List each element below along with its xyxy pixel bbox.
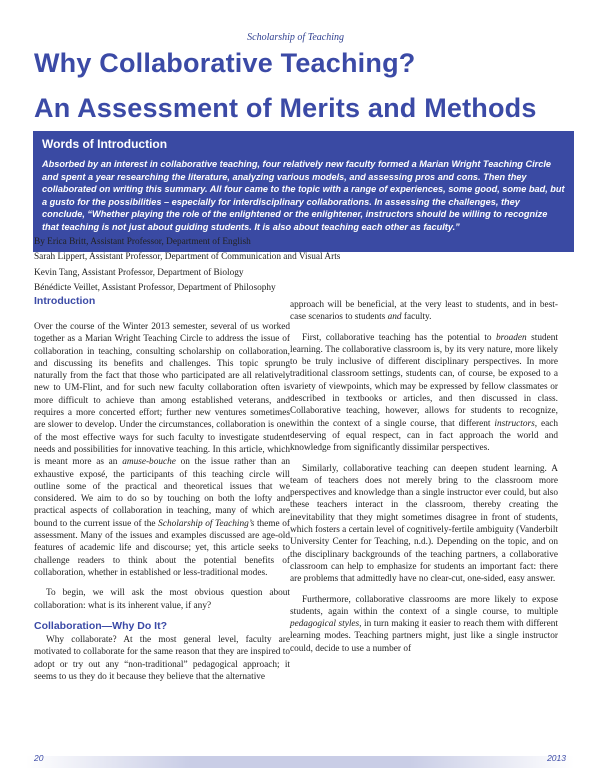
- footer-rule: [26, 756, 574, 768]
- author-line: Sarah Lippert, Assistant Professor, Department of Communication and Visual Arts: [34, 252, 341, 263]
- introduction-heading: Words of Introduction: [42, 137, 168, 151]
- section-heading-introduction: Introduction: [34, 295, 96, 307]
- article-title-line-2: An Assessment of Merits and Methods: [34, 93, 537, 123]
- page-number: 20: [34, 753, 44, 763]
- author-line: By Erica Britt, Assistant Professor, Department of English: [34, 237, 251, 247]
- introduction-box: [33, 131, 574, 252]
- right-column: [290, 299, 558, 663]
- paragraph: Over the course of the Winter 2013 semester, several of us worked together as a Marian Wright Teaching Circle to address the issue of collaboration in teaching, consulting scholarship on collaboration, and discussing its benefits and challenges. This topic sprung naturally from the fact that those who participated are all relatively new to UM-Flint, and for such new faculty collaboration often is more difficult to achieve than among established veterans, and requires a more concerted effort; further new ventures sometimes are slower to develop. Under the circumstances, collaboration is one of the most effective ways for such faculty to investigate student needs and possibilities for innovative teaching. In this article, which is meant more as an amuse-bouche on the issue rather than an exhaustive exposé, the participants of this teaching circle will outline some of the practical and theoretical issues that we considered. We aim to do so by touching on both the lofty and practical aspects of collaboration in teaching, many of which are bound to the current issue of the Scholarship of Teaching’s theme of assessment. Many of the issues and examples discussed are age-old features of academic life and discourse; yet, this article seeks to challenge readers to think about the potential benefits of collaboration, whether in established or less-traditional modes.: [34, 322, 291, 578]
- article-title-line-1: Why Collaborative Teaching?: [34, 48, 416, 78]
- paragraph: Furthermore, collaborative classrooms are more likely to expose students, again within the context of a single course, to multiple pedagogical styles, in turn making it easier to reach them with different learning modes. Teaching partners might, just like a single instructor could, decide to use a number of: [290, 594, 559, 654]
- author-list: [34, 235, 554, 296]
- footer-year: 2013: [547, 753, 566, 763]
- paragraph: First, collaborative teaching has the potential to broaden student learning. The collaborative classroom is, by its very nature, more likely to be truly inclusive of different disciplinary perspectives. In more traditional classroom settings, students can, of course, be exposed to a variety of viewpoints, which may be expressed by fellow classmates or described in textbooks or articles, and then discussed in class. Collaborative teaching, however, allows for students to recognize, within the context of a single course, that different instructors, each deserving of equal respect, can in fact approach the world and knowledge from significantly dissimilar perspectives.: [290, 332, 558, 454]
- left-column: [34, 295, 291, 691]
- author-line: Bénédicte Veillet, Assistant Professor, Department of Philosophy: [34, 282, 276, 293]
- section-heading-why: Collaboration—Why Do It?: [34, 619, 167, 632]
- page-footer: [0, 753, 600, 776]
- author-line: Kevin Tang, Assistant Professor, Department of Biology: [34, 267, 244, 278]
- paragraph: approach will be beneficial, at the very least to students, and in best-case scenarios to students and faculty.: [290, 300, 558, 323]
- introduction-text: Absorbed by an interest in collaborative teaching, four relatively new faculty formed a Marian Wright Teaching Circle and spent a year researching the literature, analyzing various models, and assessing pros and cons. Then they collaborated on writing this summary. All four came to the topic with a range of experiences, some good, some bad, but a gusto for the possibilities – especially for interdisciplinary collaborations. In assessing the challenges, they conclude, “Whether playing the role of the enlightened or the enlightener, instructors should be willing to recognize that teaching is not just about guiding students. It is also about teaching each other as faculty.”: [42, 159, 565, 232]
- running-head: Scholarship of Teaching: [247, 32, 344, 43]
- paragraph: Why collaborate? At the most general level, faculty are motivated to collaborate for the same reason that they are inspired to adopt or try out any “non-traditional” pedagogical approach; it seems to us they do it because they believe that the alternative: [34, 635, 290, 683]
- paragraph: Similarly, collaborative teaching can deepen student learning. A team of teachers does not merely bring to the classroom more perspectives and knowledge than a single instructor ever could, but also these teachers interact in the classroom, thereby creating the inevitability that they might sometimes disagree in front of students, which fosters a certain level of cognitively-fertile ambiguity (Vanderbilt University Center for Teaching, n.d.). Depending on the topic, and on the disciplinary backgrounds of the teaching partners, a collaborative classroom can help to emphasize for students an important fact: there are problems that admittedly have no clear-cut, one-sided, easy answer.: [290, 463, 558, 585]
- paragraph: To begin, we will ask the most obvious question about collaboration: what is its inherent value, if any?: [34, 588, 290, 611]
